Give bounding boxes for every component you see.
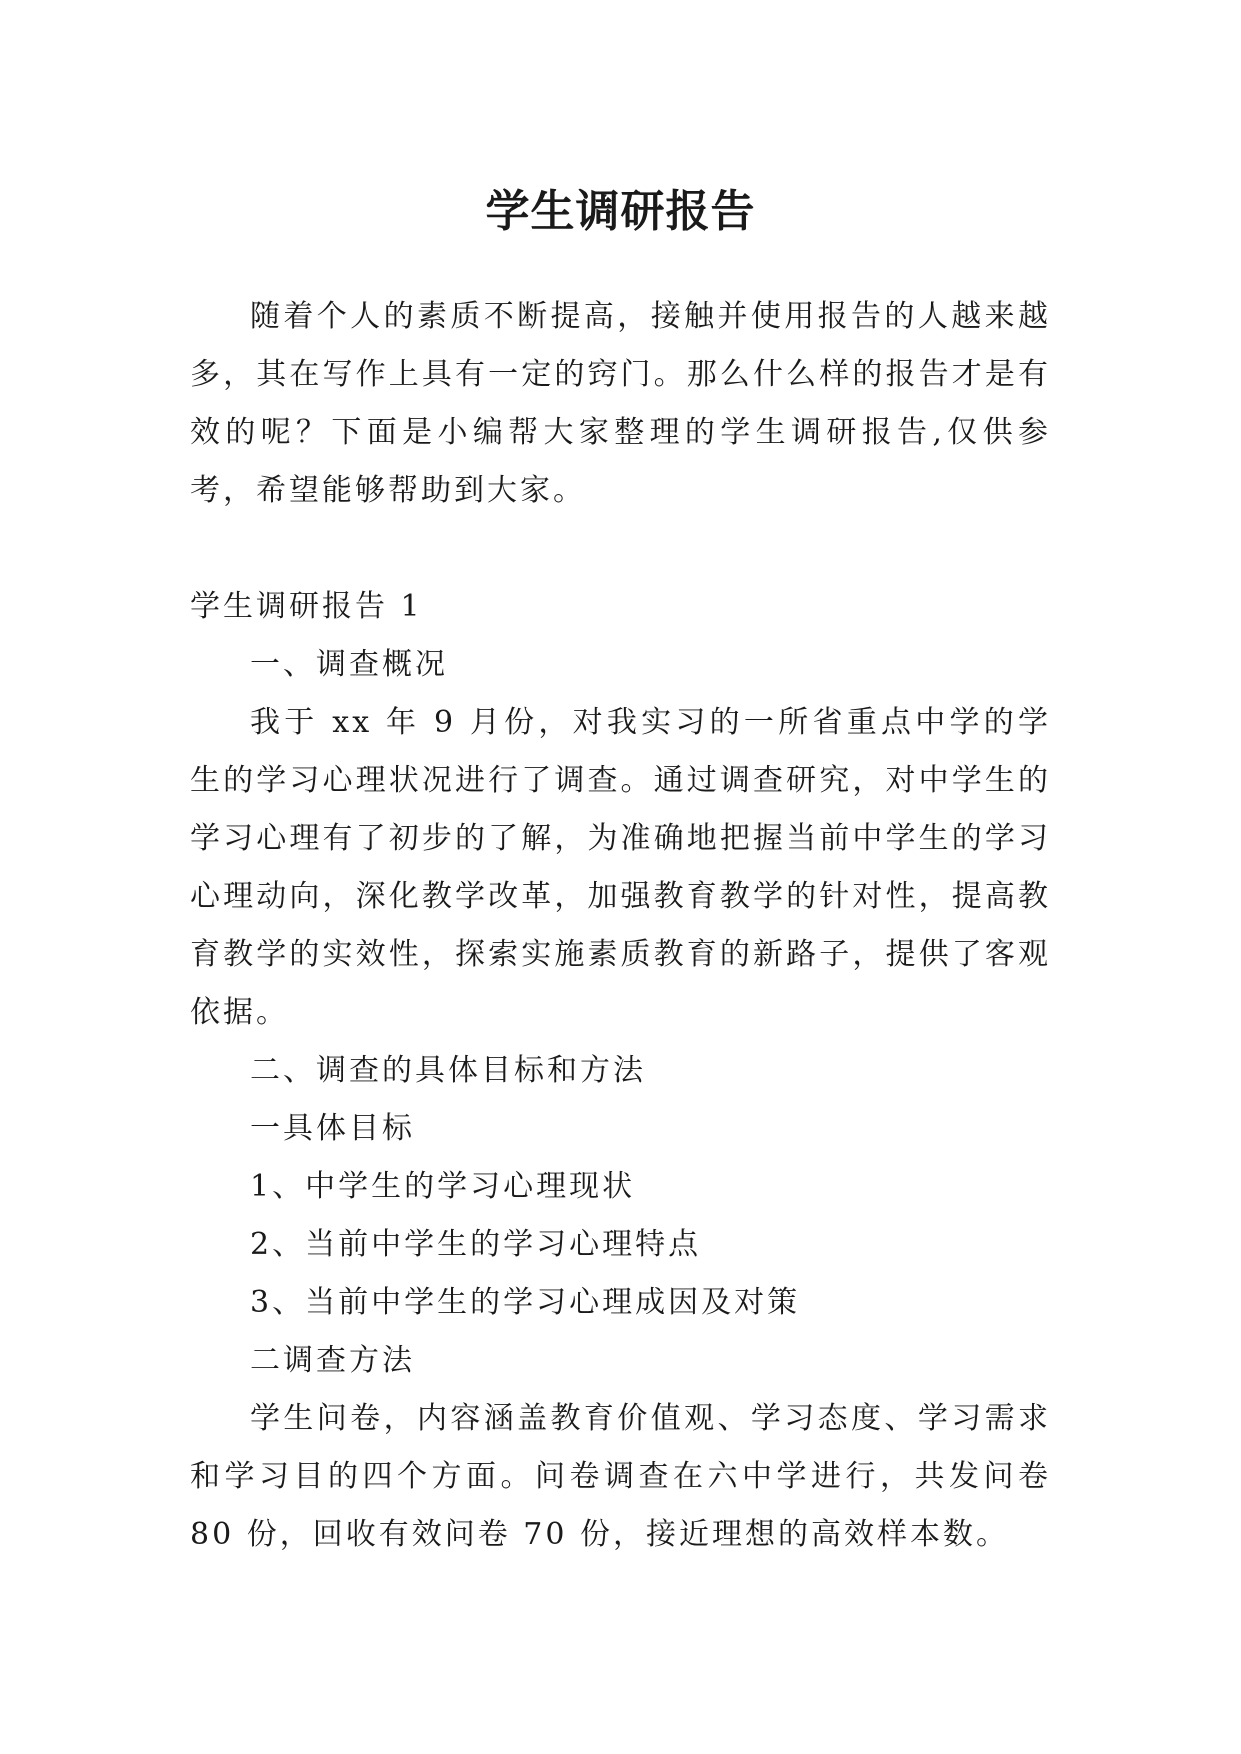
- intro-paragraph: 随着个人的素质不断提高，接触并使用报告的人越来越多，其在写作上具有一定的窍门。那么什么样的报告才是有效的呢？下面是小编帮大家整理的学生调研报告,仅供参考，希望能够帮助到大家。: [190, 299, 1051, 508]
- document-title: 学生调研报告: [485, 186, 756, 238]
- section-title: 学生调研报告 1: [190, 589, 423, 624]
- heading-goals-methods: 二、调查的具体目标和方法: [250, 1053, 646, 1088]
- paragraph-survey-overview: 我于 xx 年 9 月份，对我实习的一所省重点中学的学生的学习心理状况进行了调查。通过调查研究，对中学生的学习心理有了初步的了解，为准确地把握当前中学生的学习心理动向，深化教学改革，加强教育教学的针对性，提高教育教学的实效性，探索实施素质教育的新路子，提供了客观依据。: [190, 705, 1051, 1030]
- list-item: 1、中学生的学习心理现状: [250, 1169, 636, 1204]
- list-item: 2、当前中学生的学习心理特点: [250, 1227, 702, 1262]
- list-item: 3、当前中学生的学习心理成因及对策: [250, 1285, 801, 1320]
- subheading-specific-goals: 一具体目标: [250, 1111, 415, 1146]
- paragraph-survey-method: 学生问卷，内容涵盖教育价值观、学习态度、学习需求和学习目的四个方面。问卷调查在六中学进行，共发问卷 80 份，回收有效问卷 70 份，接近理想的高效样本数。: [190, 1401, 1051, 1552]
- subheading-survey-method: 二调查方法: [250, 1343, 415, 1378]
- report-body: [190, 578, 1051, 1564]
- heading-survey-overview: 一、调查概况: [250, 647, 448, 682]
